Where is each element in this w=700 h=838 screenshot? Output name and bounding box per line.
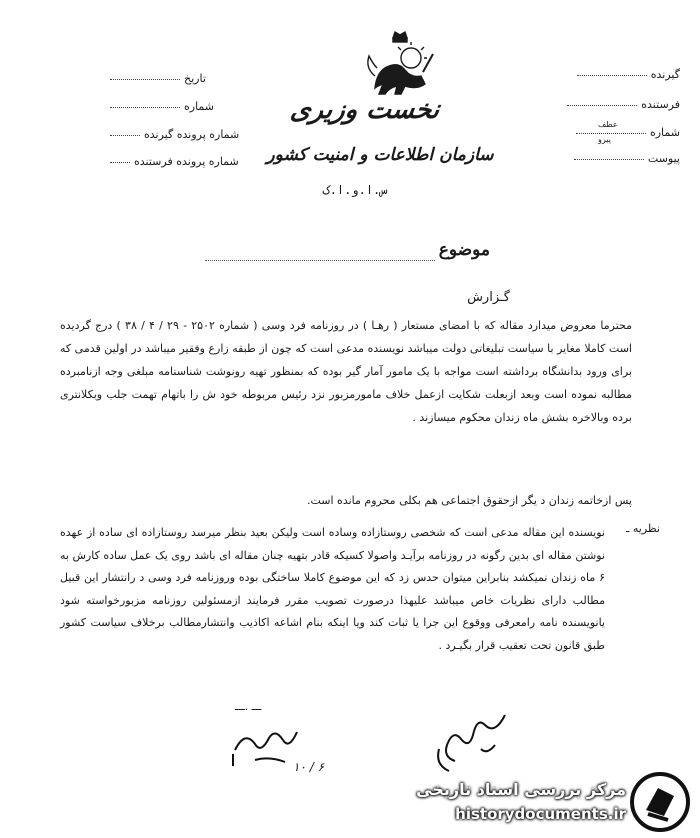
attachment-label: پیوست [647,152,680,165]
sender-file-number-field [110,155,239,168]
attached-label: عطف [598,120,618,129]
handwritten-initials: ۶ / ۱۰ [293,760,325,774]
org-ref-code: س.ا.و.ا.ک [322,183,388,197]
recipient-field [577,68,680,81]
subject-label: موضوع [438,240,490,260]
recipient-file-number-field [110,128,239,141]
date-field [110,72,206,85]
watermark-text-en: historydocuments.ir [455,805,626,823]
body-paragraph-2: پس ازخاتمه زندان د یگر ازحقوق اجتماعی هم بکلی محروم مانده است. [306,494,632,507]
archive-logo-icon [628,770,692,834]
left-number-label: شماره [184,100,215,113]
handwritten-signature-2 [425,705,515,780]
watermark-text-fa: مرکز بررسی اسناد تاریخی [416,780,626,799]
report-title: گـزارش [467,290,510,305]
end-mark: ـــ .ـــ [235,700,262,713]
number-field [576,126,680,139]
sender-file-number-label: شماره پرونده فرستنده [134,155,239,168]
following-label: پیرو [598,135,611,144]
date-label: تاریخ [184,72,206,85]
org-subtitle: سازمان اطلاعات و امنیت کشور [266,145,494,165]
sender-label: فرستنده [641,98,680,111]
sender-field [567,98,680,111]
attachment-field [574,152,680,165]
recipient-file-number-label: شماره پرونده گیرنده [144,128,240,141]
lion-and-sun-emblem-icon [355,28,445,100]
body-paragraph-1: محترما معروض میدارد مقاله که با امضای مستعار ( رهـا ) در روزنامه فرد وسی ( شماره ۲۵۰۲ - ۲۹ / ۴ / ۳۸ ) درج گردیده است کاملا مغایر با سیاست تبلیغاتی دولت میباشد نویسنده مدعی است که چون از طبقه زارع وفقیر میباشد در اولین قدمی که برای ورود بدانشگاه برداشته است مواجه با یک مامور آمار گیر بوده که بمنظور تهیه رونوشت شناسنامه مبلغی وجه ازنامبرده مطالبه نموده است وبعد ازبعلت شکایت ازعمل خلاف مامورمزبور نزد رئیس مربوطه خود ش را باتهام تهمت جلب وبکلانتری برده وبالاخره بشش ماه زندان محکوم میسازند . [60,319,633,424]
number-label: شماره [649,126,680,139]
body-paragraph-3: نویسنده این مقاله مدعی است که شخصی روستازاده وساده است ولیکن بعید بنظر میرسد روستازاده ای ساده از عهده نوشتن مقاله ای بدین رگونه در روزنامه برآیـد واصولا کسیکه قادر بتهیه چنان مقاله ای باشد روی یک عمل ساده کارش به ۶ ماه زندان نمیکشد بنابراین میتوان حدس زد که این موضوع کاملا ساختگی بوده وروزنامه فرد وسی د رانتشار این قبیل مطالب دارای نظریات خاص میباشد علیهذا درصورت تصویب مقرر فرمایند ازمسئولین روزنامه مزبورخواسته شود یانویسنده نامه رامعرفی ووقوع این جرا یا ثبات کند ویا اینکه بنام اشاعه اکاذیب وانتشارمطالب برخلاف سیاست کشور طبق قانون تحت تعقیب قرار بگیـرد . [60,526,605,652]
left-number-field [110,100,214,113]
org-title: نخست وزیری [288,95,442,125]
opinion-label: نظریه ـ [626,522,660,535]
recipient-label: گیرنده [650,68,680,81]
subject-line [205,260,435,261]
